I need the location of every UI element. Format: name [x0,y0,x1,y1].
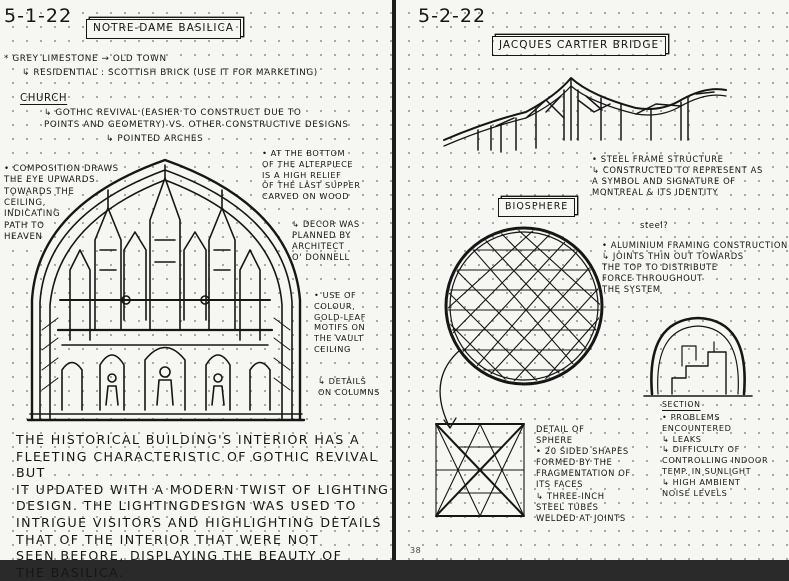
left-page [0,0,392,580]
bridge-notes: • STEEL FRAME STRUCTURE ↳ CONSTRUCTED TO REPRESENT AS A SYMBOL AND SIGNATURE OF MONTREAL & ITS IDENTITY [592,154,763,198]
right-page [396,0,789,560]
biosphere-section-sketch [644,318,752,396]
note-decor: ↳ DECOR WAS PLANNED BY ARCHITECT O' DONNELL [292,219,360,263]
note-colour: • USE OF COLOUR, GOLD-LEAF MOTIFS ON THE VAULT CEILING [314,290,367,355]
note-limestone: * GREY LIMESTONE → OLD TOWN [4,54,167,64]
note-gothic-revival: ↳ GOTHIC REVIVAL (EASIER TO CONSTRUCT DUE TO POINTS AND GEOMETRY) VS. OTHER CONSTRUCTIVE DESIGNS [44,108,349,130]
note-columns: ↳ DETAILS ON COLUMNS [318,376,380,397]
section-notes: • PROBLEMS ENCOUNTERED ↳ LEAKS ↳ DIFFICULTY OF CONTROLLING INDOOR TEMP. IN SUNLIGHT ↳ HIGH AMBIENT NOISE LEVELS [662,412,769,498]
biosphere-title: BIOSPHERE [498,198,575,217]
note-residential: ↳ RESIDENTIAL : SCOTTISH BRICK (USE IT FOR MARKETING) [22,68,318,78]
basilica-paragraph: THE HISTORICAL BUILDING'S INTERIOR HAS A FLEETING CHARACTERISTIC OF GOTHIC REVIVAL BUT IT UPDATED WITH A MODERN TWIST OF LIGHTING DESIGN. THE LIGHTINGDESIGN WAS USED TO INTRIGUE VISITORS AND HIGHLIGHTING DETAILS THAT OF THE INTERIOR THAT WERE NOT SEEN BEFORE, DISPLAYING THE BEAUTY OF THE BASILICA. [16,432,390,580]
page-number: 38 [410,546,422,555]
heading-church: CHURCH [20,93,68,104]
sphere-detail-sketch [436,424,524,516]
note-pointed-arches: ↳ POINTED ARCHES [106,134,204,144]
bridge-title: JACQUES CARTIER BRIDGE [492,36,666,56]
note-composition: • COMPOSITION DRAWS THE EYE UPWARDS TOWARDS THE CEILING, INDICATING PATH TO HEAVEN [4,164,119,243]
biosphere-notes: • ALUMINIUM FRAMING CONSTRUCTION ↳ JOINTS THIN OUT TOWARDS THE TOP TO DISTRIBUTE FORCE THROUGHOUT THE SYSTEM [602,240,788,295]
steel-question: steel? [640,220,669,230]
section-label: SECTION [662,400,701,409]
left-page-date: 5-1-22 [4,5,73,27]
detail-notes: DETAIL OF SPHERE • 20 SIDED SHAPES FORMED BY THE FRAGMENTATION OF ITS FACES ↳ THREE-INCH STEEL TUBES WELDED AT JOINTS [536,424,631,523]
left-page-title: NOTRE-DAME BASILICA [86,19,241,39]
note-alterpiece: • AT THE BOTTOM OF THE ALTERPIECE IS A HIGH RELIEF OF THE LAST SUPPER CARVED ON WOOD [262,148,361,202]
right-page-date: 5-2-22 [418,5,487,27]
